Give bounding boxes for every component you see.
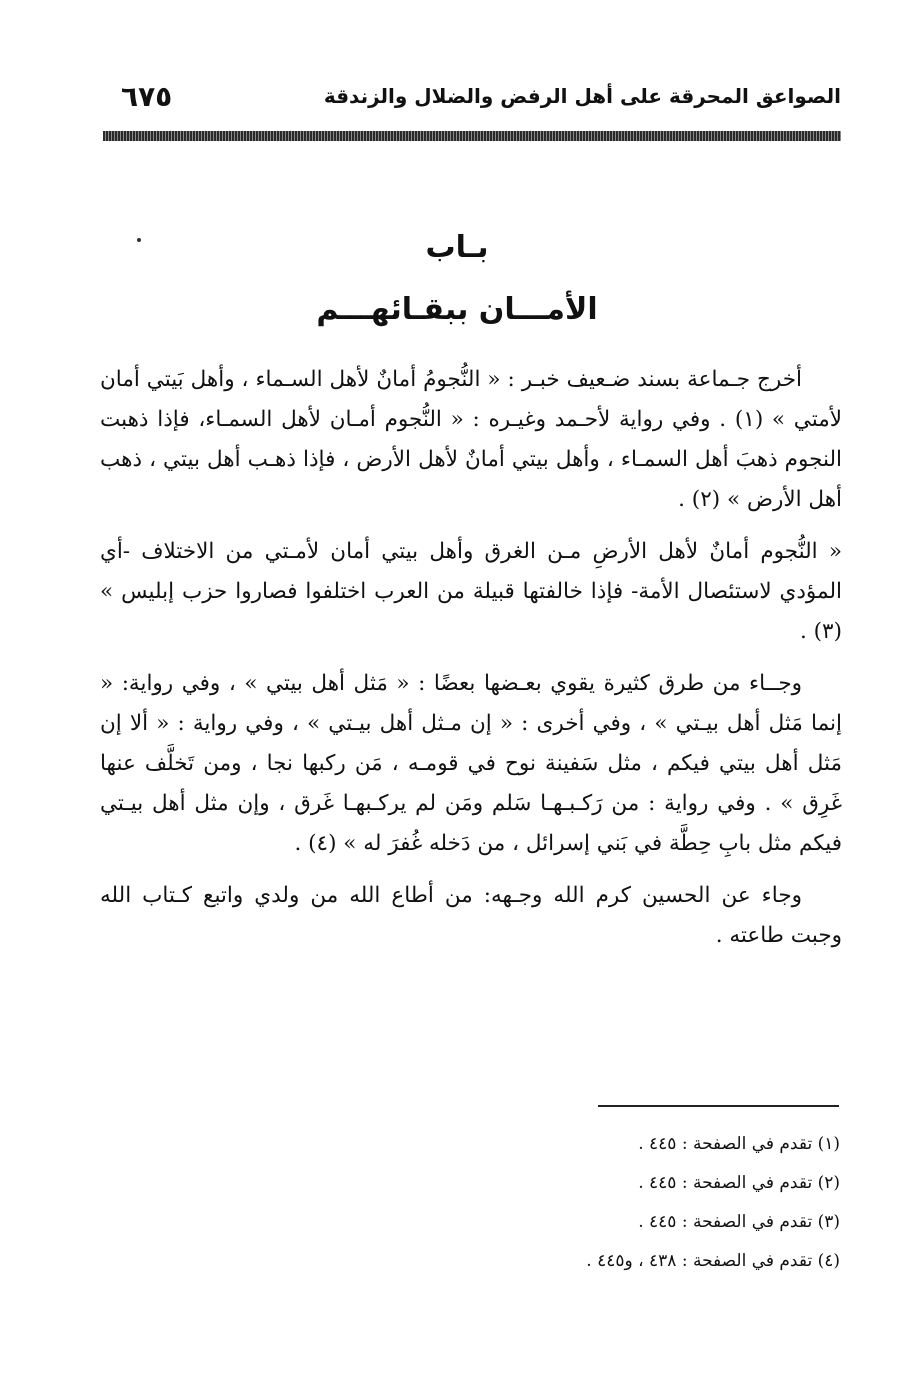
header-divider	[103, 131, 841, 141]
paragraph: وجاء عن الحسين كرم الله وجـهه: من أطاع الله من ولدي واتبع كـتاب الله وجبت طاعته .	[100, 883, 842, 948]
running-header	[103, 80, 841, 120]
footnote: (٢) تقدم في الصفحة : ٤٤٥ .	[638, 1173, 840, 1193]
paragraph: وجــاء من طرق كثيرة يقوي بعـضها بعضًا : « مَثل أهل بيتي » ، وفي رواية: « إنما مَثل أهل بيـتي » ، وفي أخرى : « إن مـثل أهل بيـتي » ، وفي رواية : « ألا إن مَثل أهل بيتي فيكم ، مثل سَفينة نوح في قومـه ، مَن ركبها نجا ، ومن تَخلَّف عنها غَرِق » . وفي رواية : من رَكـبـهـا سَلم ومَن لم يركـبهـا غَرق ، وإن مثل أهل بيـتي فيكم مثل بابِ حِطَّة في بَني إسرائل ، من دَخله غُفرَ له » (٤) .	[100, 671, 842, 856]
paragraph: أخرج جـماعة بسند ضـعيف خبـر : « النُّجومُ أمانٌ لأهل السـماء ، وأهل بَيتي أمان لأمتي » (١) . وفي رواية لأحـمد وغيـره : « النُّجوم أمـان لأهل السمـاء، فإذا ذهبت النجوم ذهبَ أهل السمـاء ، وأهل بيتي أمانٌ لأهل الأرض ، فإذا ذهـب أهل بيتي ، ذهب أهل الأرض » (٢) .	[100, 367, 842, 512]
footnotes	[300, 1125, 840, 1281]
page-number: ٦٧٥	[121, 80, 173, 113]
chapter-label: بـاب	[425, 230, 489, 265]
running-title: الصواعق المحرقة على أهل الرفض والضلال والزندقة	[323, 84, 841, 108]
footnote: (٤) تقدم في الصفحة : ٤٣٨ ، و٤٤٥ .	[586, 1251, 840, 1271]
footnote: (٣) تقدم في الصفحة : ٤٤٥ .	[638, 1212, 840, 1232]
footnote-divider	[598, 1105, 839, 1107]
paragraph: « النُّجوم أمانٌ لأهل الأرضِ مـن الغرق وأهل بيتي أمان لأمـتي من الاختلاف -أي المؤدي لاستئصال الأمة- فإذا خالفتها قبيلة من العرب اختلفوا فصاروا حزب إبليس » (٣) .	[100, 539, 842, 644]
footnote: (١) تقدم في الصفحة : ٤٤٥ .	[638, 1134, 840, 1154]
chapter-title: الأمـــان ببقـائهـــم	[316, 292, 598, 327]
body-text	[100, 360, 842, 968]
